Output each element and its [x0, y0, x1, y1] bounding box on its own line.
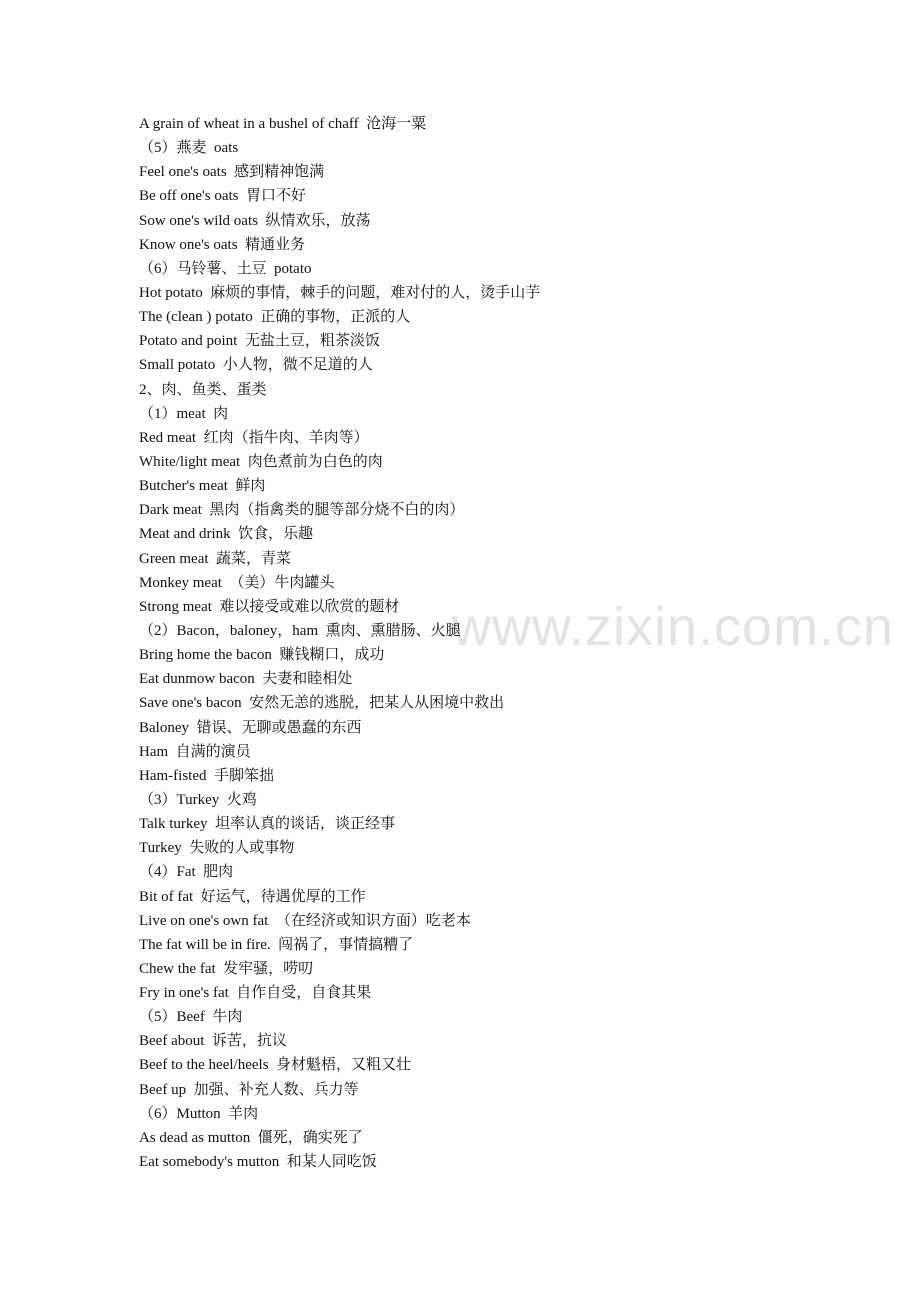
text-line: Potato and point 无盐土豆，粗茶淡饭 — [139, 333, 380, 350]
text-line: Baloney 错误、无聊或愚蠢的东西 — [139, 719, 362, 736]
text-line: Turkey 失败的人或事物 — [139, 840, 295, 857]
text-line: Hot potato 麻烦的事情，棘手的问题，难对付的人，烫手山芋 — [139, 284, 541, 301]
watermark: www.zixin.com.cn — [452, 597, 895, 657]
text-line: Live on one's own fat （在经济或知识方面）吃老本 — [139, 912, 471, 929]
text-line: Sow one's wild oats 纵情欢乐，放荡 — [139, 212, 371, 229]
text-line: Fry in one's fat 自作自受，自食其果 — [139, 985, 372, 1002]
text-line: Beef about 诉苦，抗议 — [139, 1033, 287, 1050]
text-body — [139, 112, 839, 1174]
text-line: A grain of wheat in a bushel of chaff 沧海一粟 — [139, 116, 427, 132]
text-line: Beef to the heel/heels 身材魁梧，又粗又壮 — [139, 1057, 412, 1074]
text-line: Save one's bacon 安然无恙的逃脱，把某人从困境中救出 — [139, 695, 505, 712]
text-line: Monkey meat （美）牛肉罐头 — [139, 574, 335, 591]
text-line: （1）meat 肉 — [139, 405, 229, 422]
text-line: （4）Fat 肥肉 — [139, 864, 234, 881]
text-line: Bit of fat 好运气，待遇优厚的工作 — [139, 888, 366, 905]
text-line: Bring home the bacon 赚钱糊口，成功 — [139, 647, 385, 664]
text-line: The (clean ) potato 正确的事物，正派的人 — [139, 309, 411, 326]
text-line: Chew the fat 发牢骚，唠叨 — [139, 960, 314, 977]
text-line: Dark meat 黑肉（指禽类的腿等部分烧不白的肉） — [139, 502, 465, 519]
text-line: Be off one's oats 胃口不好 — [139, 188, 306, 205]
text-line: （6）Mutton 羊肉 — [139, 1105, 259, 1122]
text-line: Red meat 红肉（指牛肉、羊肉等） — [139, 429, 369, 446]
text-line: As dead as mutton 僵死，确实死了 — [139, 1129, 363, 1146]
text-line: （5）Beef 牛肉 — [139, 1009, 243, 1026]
text-line: Ham 自满的演员 — [139, 743, 251, 760]
text-line: （5）燕麦 oats — [139, 140, 239, 157]
text-line: Green meat 蔬菜，青菜 — [139, 550, 292, 567]
text-line: Beef up 加强、补充人数、兵力等 — [139, 1081, 359, 1098]
text-line: 2、肉、鱼类、蛋类 — [139, 381, 267, 398]
text-line: （2）Bacon，baloney，ham 熏肉、熏腊肠、火腿 — [139, 622, 461, 639]
text-line: Meat and drink 饮食，乐趣 — [139, 526, 314, 543]
text-line: Talk turkey 坦率认真的谈话，谈正经事 — [139, 816, 396, 833]
text-line: Butcher's meat 鲜肉 — [139, 478, 266, 495]
text-line: The fat will be in fire. 闯祸了，事情搞糟了 — [139, 936, 414, 953]
text-line: Know one's oats 精通业务 — [139, 236, 306, 253]
text-line: Eat somebody's mutton 和某人同吃饭 — [139, 1154, 377, 1171]
text-line: Eat dunmow bacon 夫妻和睦相处 — [139, 671, 353, 688]
text-line: Feel one's oats 感到精神饱满 — [139, 164, 325, 181]
text-line: Ham-fisted 手脚笨拙 — [139, 767, 274, 784]
text-line: White/light meat 肉色煮前为白色的肉 — [139, 453, 383, 470]
text-line: Small potato 小人物，微不足道的人 — [139, 357, 373, 374]
text-line: Strong meat 难以接受或难以欣赏的题材 — [139, 598, 400, 615]
text-line: （6）马铃薯、土豆 potato — [139, 260, 312, 277]
text-line: （3）Turkey 火鸡 — [139, 791, 257, 808]
